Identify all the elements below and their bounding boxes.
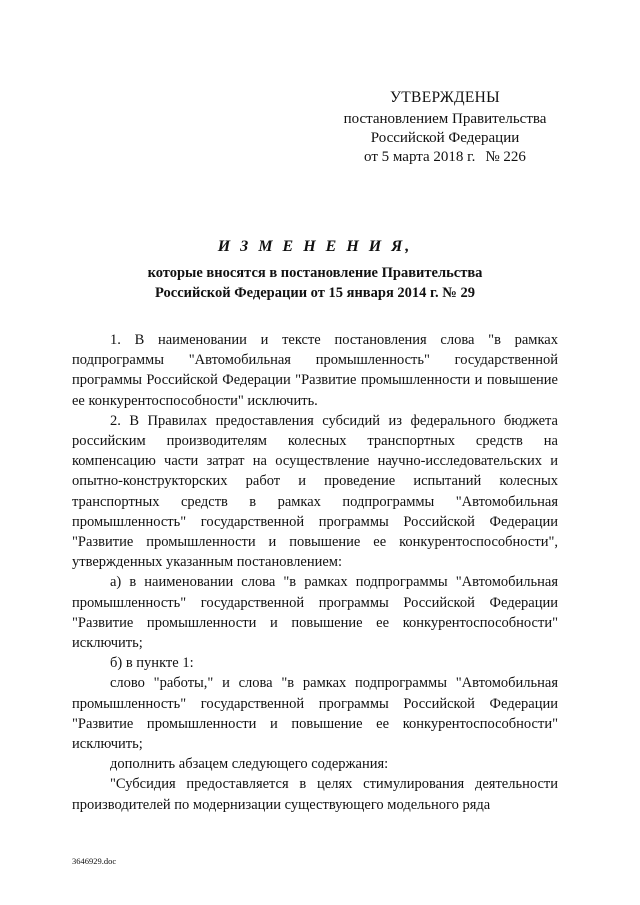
approval-heading: УТВЕРЖДЕНЫ	[390, 89, 500, 106]
approval-line-2: Российской Федерации	[370, 130, 520, 146]
paragraph-2b: б) в пункте 1:	[110, 655, 194, 672]
document-title: И З М Е Н Е Н И Я,	[217, 238, 413, 255]
file-name-footer: 3646929.doc	[72, 856, 117, 866]
approval-stamp	[330, 88, 560, 167]
document-body	[72, 330, 558, 815]
paragraph-1: 1. В наименовании и тексте постановления слова "в рамках подпрограммы "Автомобильная промышленность" государственной программы Российской Федерации "Развитие промышленности и повышение ее конкурентоспособности" исключить.	[72, 332, 558, 409]
approval-number: № 226	[485, 149, 526, 165]
paragraph-2b-2: дополнить абзацем следующего содержания:	[110, 756, 389, 773]
document-subtitle	[72, 263, 558, 303]
paragraph-2b-1: слово "работы," и слова "в рамках подпрограммы "Автомобильная промышленность" государственной программы Российской Федерации "Развитие промышленности и повышение ее конкурентоспособности" исключить;	[72, 675, 558, 753]
subtitle-line-2: Российской Федерации от 15 января 2014 г. № 29	[155, 285, 475, 301]
paragraph-2b-3: "Субсидия предоставляется в целях стимулирования деятельности производителей по модернизации существующего модельного ряда	[72, 776, 558, 813]
approval-date: от 5 марта 2018 г.	[364, 149, 476, 165]
subtitle-line-1: которые вносятся в постановление Правительства	[147, 265, 483, 281]
paragraph-2: 2. В Правилах предоставления субсидий из федерального бюджета российским производителям колесных транспортных средств на компенсацию части затрат на осуществление научно-исследовательских и опытно-конструкторских работ и проведение испытаний колесных транспортных средств в рамках подпрограммы "Автомобильная промышленность" государственной программы Российской Федерации "Развитие промышленности и повышение ее конкурентоспособности", утвержденных указанным постановлением:	[72, 412, 558, 571]
approval-date-line	[330, 148, 560, 167]
approval-line-1: постановлением Правительства	[343, 111, 547, 127]
document-title-block	[72, 238, 558, 303]
paragraph-2a: а) в наименовании слова "в рамках подпрограммы "Автомобильная промышленность" государственной программы Российской Федерации "Развитие промышленности и повышение ее конкурентоспособности" исключить;	[72, 574, 558, 652]
